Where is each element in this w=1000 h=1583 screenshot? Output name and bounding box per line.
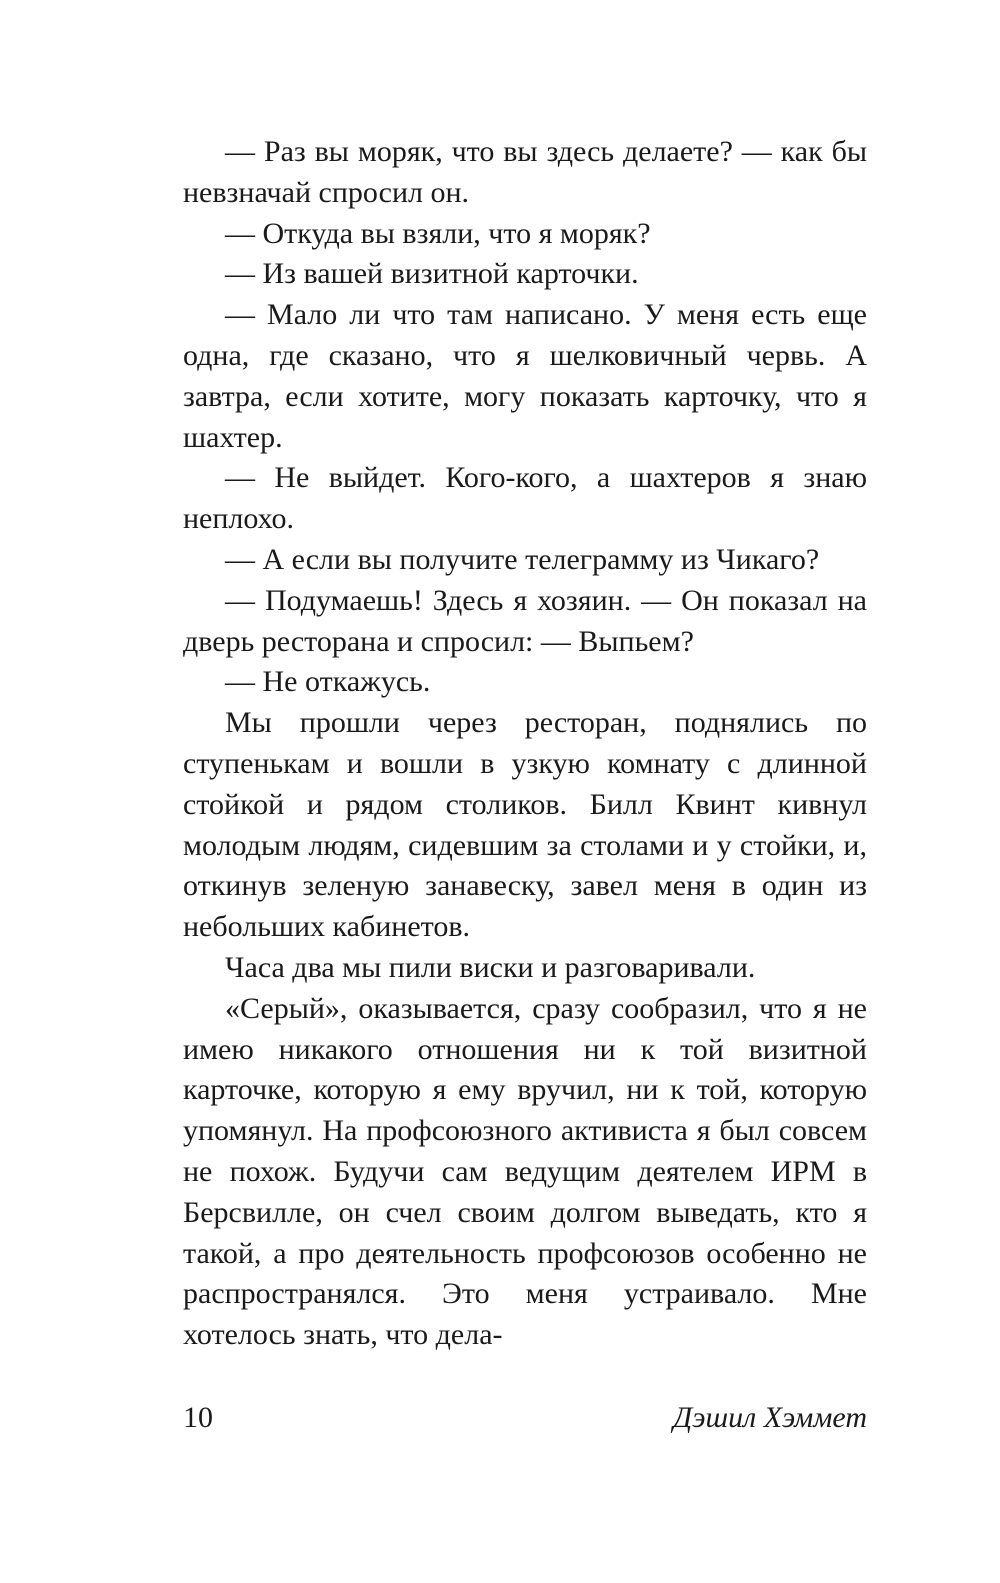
paragraph: — Мало ли что там написано. У меня есть еще одна, где сказано, что я шелковичный червь. А завтра, если хотите, могу показать карточку, что я шахтер. <box>183 298 867 454</box>
paragraph: Часа два мы пили виски и разговаривали. <box>225 950 756 984</box>
paragraph: Мы прошли через ресторан, поднялись по ступенькам и вошли в узкую комнату с длинной стойкой и рядом столиков. Билл Квинт кивнул молодым людям, сидевшим за столами и у стойки, и, откинув зеленую занавеску, завел меня в один из небольших кабинетов. <box>183 706 867 944</box>
running-head-author: Дэшил Хэммет <box>673 1401 867 1434</box>
page-footer <box>183 1398 867 1438</box>
paragraph: — Откуда вы взяли, что я моряк? <box>225 216 651 250</box>
paragraph: — Раз вы моряк, что вы здесь делаете? — как бы невзначай спросил он. <box>183 135 867 209</box>
paragraph: — Не выйдет. Кого-кого, а шахтеров я знаю неплохо. <box>183 461 867 536</box>
body-text <box>183 132 867 1356</box>
paragraph: «Серый», оказывается, сразу сообразил, что я не имею никакого отношения ни к той визитной карточке, которую я ему вручил, ни к той, которую упомянул. На профсоюзного активиста я был совсем не похож. Будучи сам ведущим деятелем ИРМ в Берсвилле, он счел своим долгом выведать, кто я такой, а про деятельность профсоюзов особенно не распространялся. Это меня устраивало. Мне хотелось знать, что дела- <box>183 991 867 1352</box>
paragraph: — Не откажусь. <box>225 665 431 699</box>
paragraph: — Подумаешь! Здесь я хозяин. — Он показал на дверь ресторана и спросил: — Выпьем? <box>183 583 867 658</box>
page-number: 10 <box>183 1401 213 1434</box>
paragraph: — А если вы получите телеграмму из Чикаго? <box>225 542 820 576</box>
paragraph: — Из вашей визитной карточки. <box>225 257 639 291</box>
